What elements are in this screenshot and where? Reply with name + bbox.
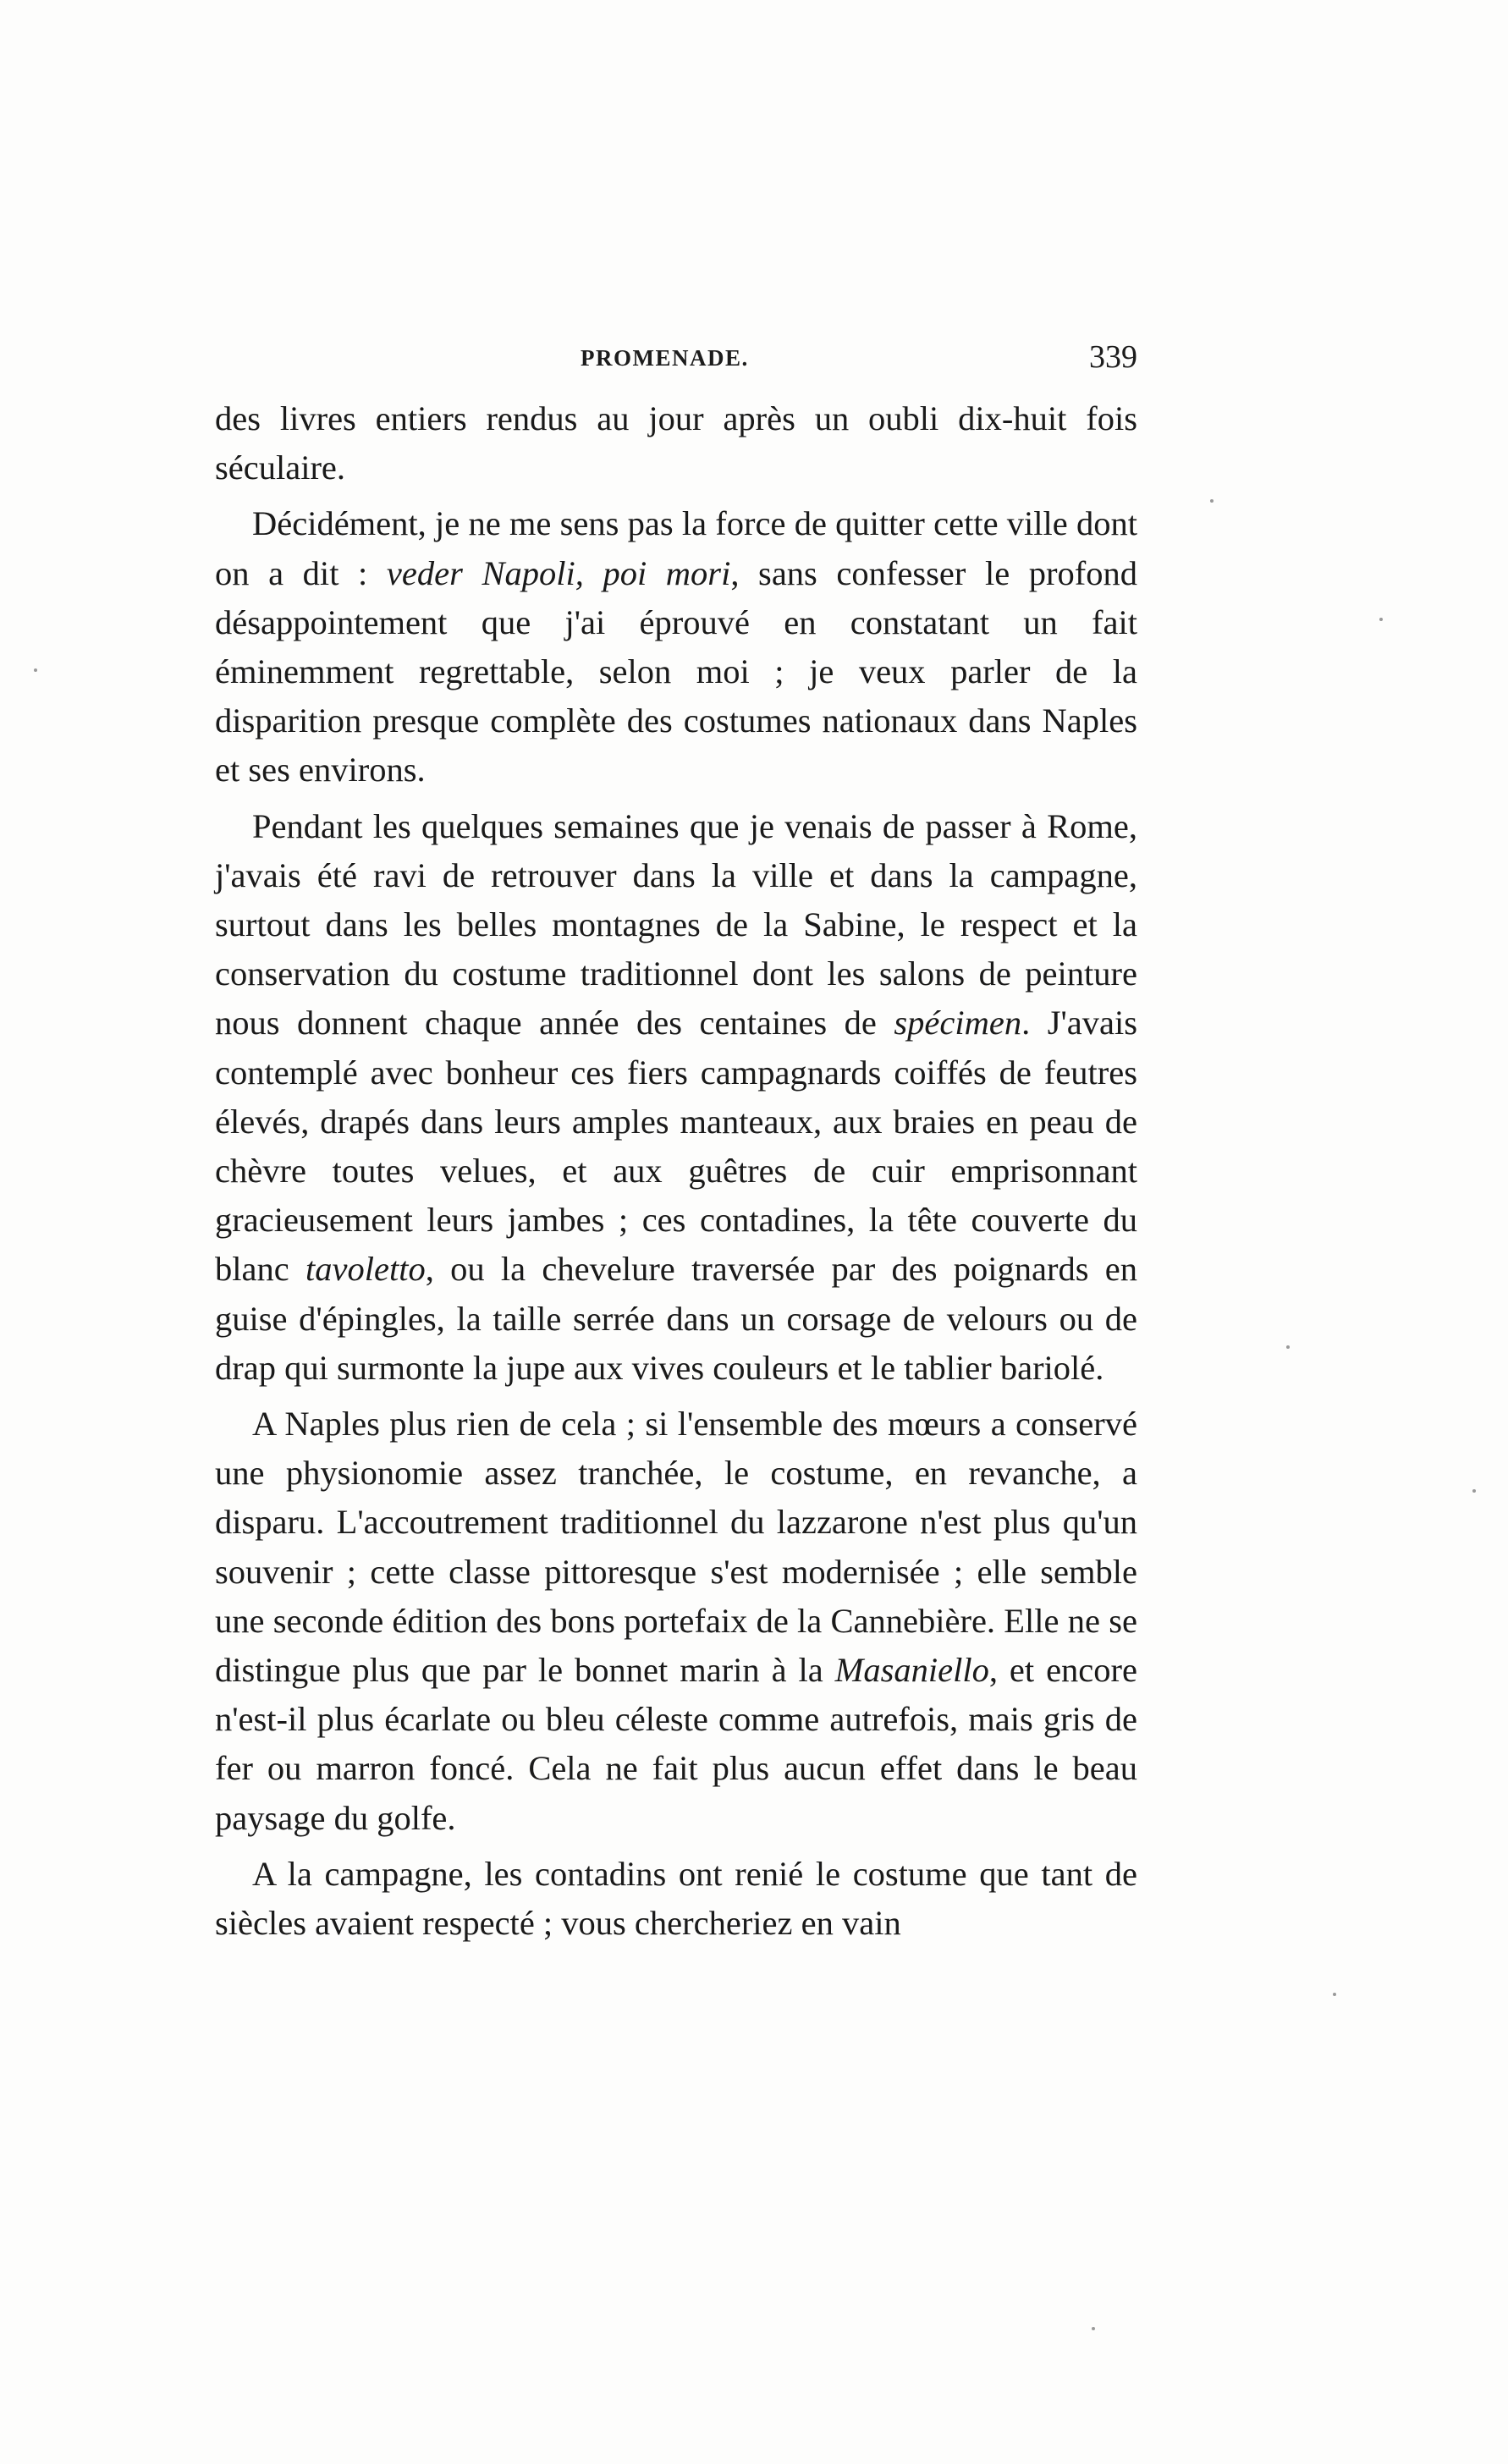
text-run: des livres entiers rendus au jour après un oubli dix-huit fois séculaire.	[215, 399, 1137, 487]
scan-speck	[1379, 618, 1383, 621]
page-number: 339	[1089, 339, 1137, 375]
scan-speck	[1333, 1993, 1336, 1996]
paragraph	[215, 1850, 1137, 1948]
scan-speck	[1092, 2327, 1095, 2330]
text-run: . J'avais contemplé avec bonheur ces fiers campagnards coiffés de feutres élevés, drapés dans leurs amples manteaux, aux braies en peau de chèvre toutes velues, et aux guêtres de cuir emprisonnant gracieusement leurs jambes ; ces contadines, la tête couverte du blanc	[215, 1004, 1137, 1289]
paragraph	[215, 802, 1137, 1393]
text-run: A la campagne, les contadins ont renié le costume que tant de siècles avaient respecté ; vous chercheriez en vain	[215, 1854, 1137, 1943]
text-run: Pendant les quelques semaines que je venais de passer à Rome, j'avais été ravi de retrouver dans la ville et dans la campagne, surtout dans les belles montagnes de la Sabine, le respect et la conservation du costume traditionnel dont les salons de peinture nous donnent chaque année des centaines de	[215, 806, 1137, 1042]
text-run: , sans confesser le profond désappointement que j'ai éprouvé en constatant un fait éminemment regrettable, selon moi ; je veux parler de la disparition presque complète des costumes nationaux dans Naples et ses environs.	[215, 553, 1137, 789]
italic-text: spécimen	[894, 1004, 1022, 1042]
text-run: Décidément, je ne me sens pas la force de quitter cette ville dont on a dit :	[215, 504, 1137, 592]
running-title: PROMENADE.	[581, 345, 749, 371]
body-text	[215, 394, 1137, 1948]
text-run: , et encore n'est-il plus écarlate ou bleu céleste comme autrefois, mais gris de fer ou marron foncé. Cela ne fait plus aucun effet dans le beau paysage du golfe.	[215, 1651, 1137, 1837]
paragraph	[215, 499, 1137, 795]
italic-text: tavoletto	[305, 1250, 426, 1289]
italic-text: Masaniello	[834, 1651, 989, 1690]
paragraph	[215, 1400, 1137, 1843]
scan-speck	[1472, 1489, 1476, 1493]
text-run: , ou la chevelure traversée par des poignards en guise d'épingles, la taille serrée dans un corsage de velours ou de drap qui surmonte la jupe aux vives couleurs et le tablier bariolé.	[215, 1250, 1137, 1387]
scan-speck	[1210, 499, 1214, 503]
paragraph	[215, 394, 1137, 492]
scan-speck	[34, 668, 37, 672]
page-header	[215, 338, 1137, 389]
text-run: A Naples plus rien de cela ; si l'ensemble des mœurs a conservé une physionomie assez tranchée, le costume, en revanche, a disparu. L'accoutrement traditionnel du lazzarone n'est plus qu'un souvenir ; cette classe pittoresque s'est modernisée ; elle semble une seconde édition des bons portefaix de la Cannebière. Elle ne se distingue plus que par le bonnet marin à la	[215, 1405, 1137, 1690]
scan-speck	[1286, 1345, 1290, 1349]
italic-text: veder Napoli, poi mori	[386, 553, 731, 592]
